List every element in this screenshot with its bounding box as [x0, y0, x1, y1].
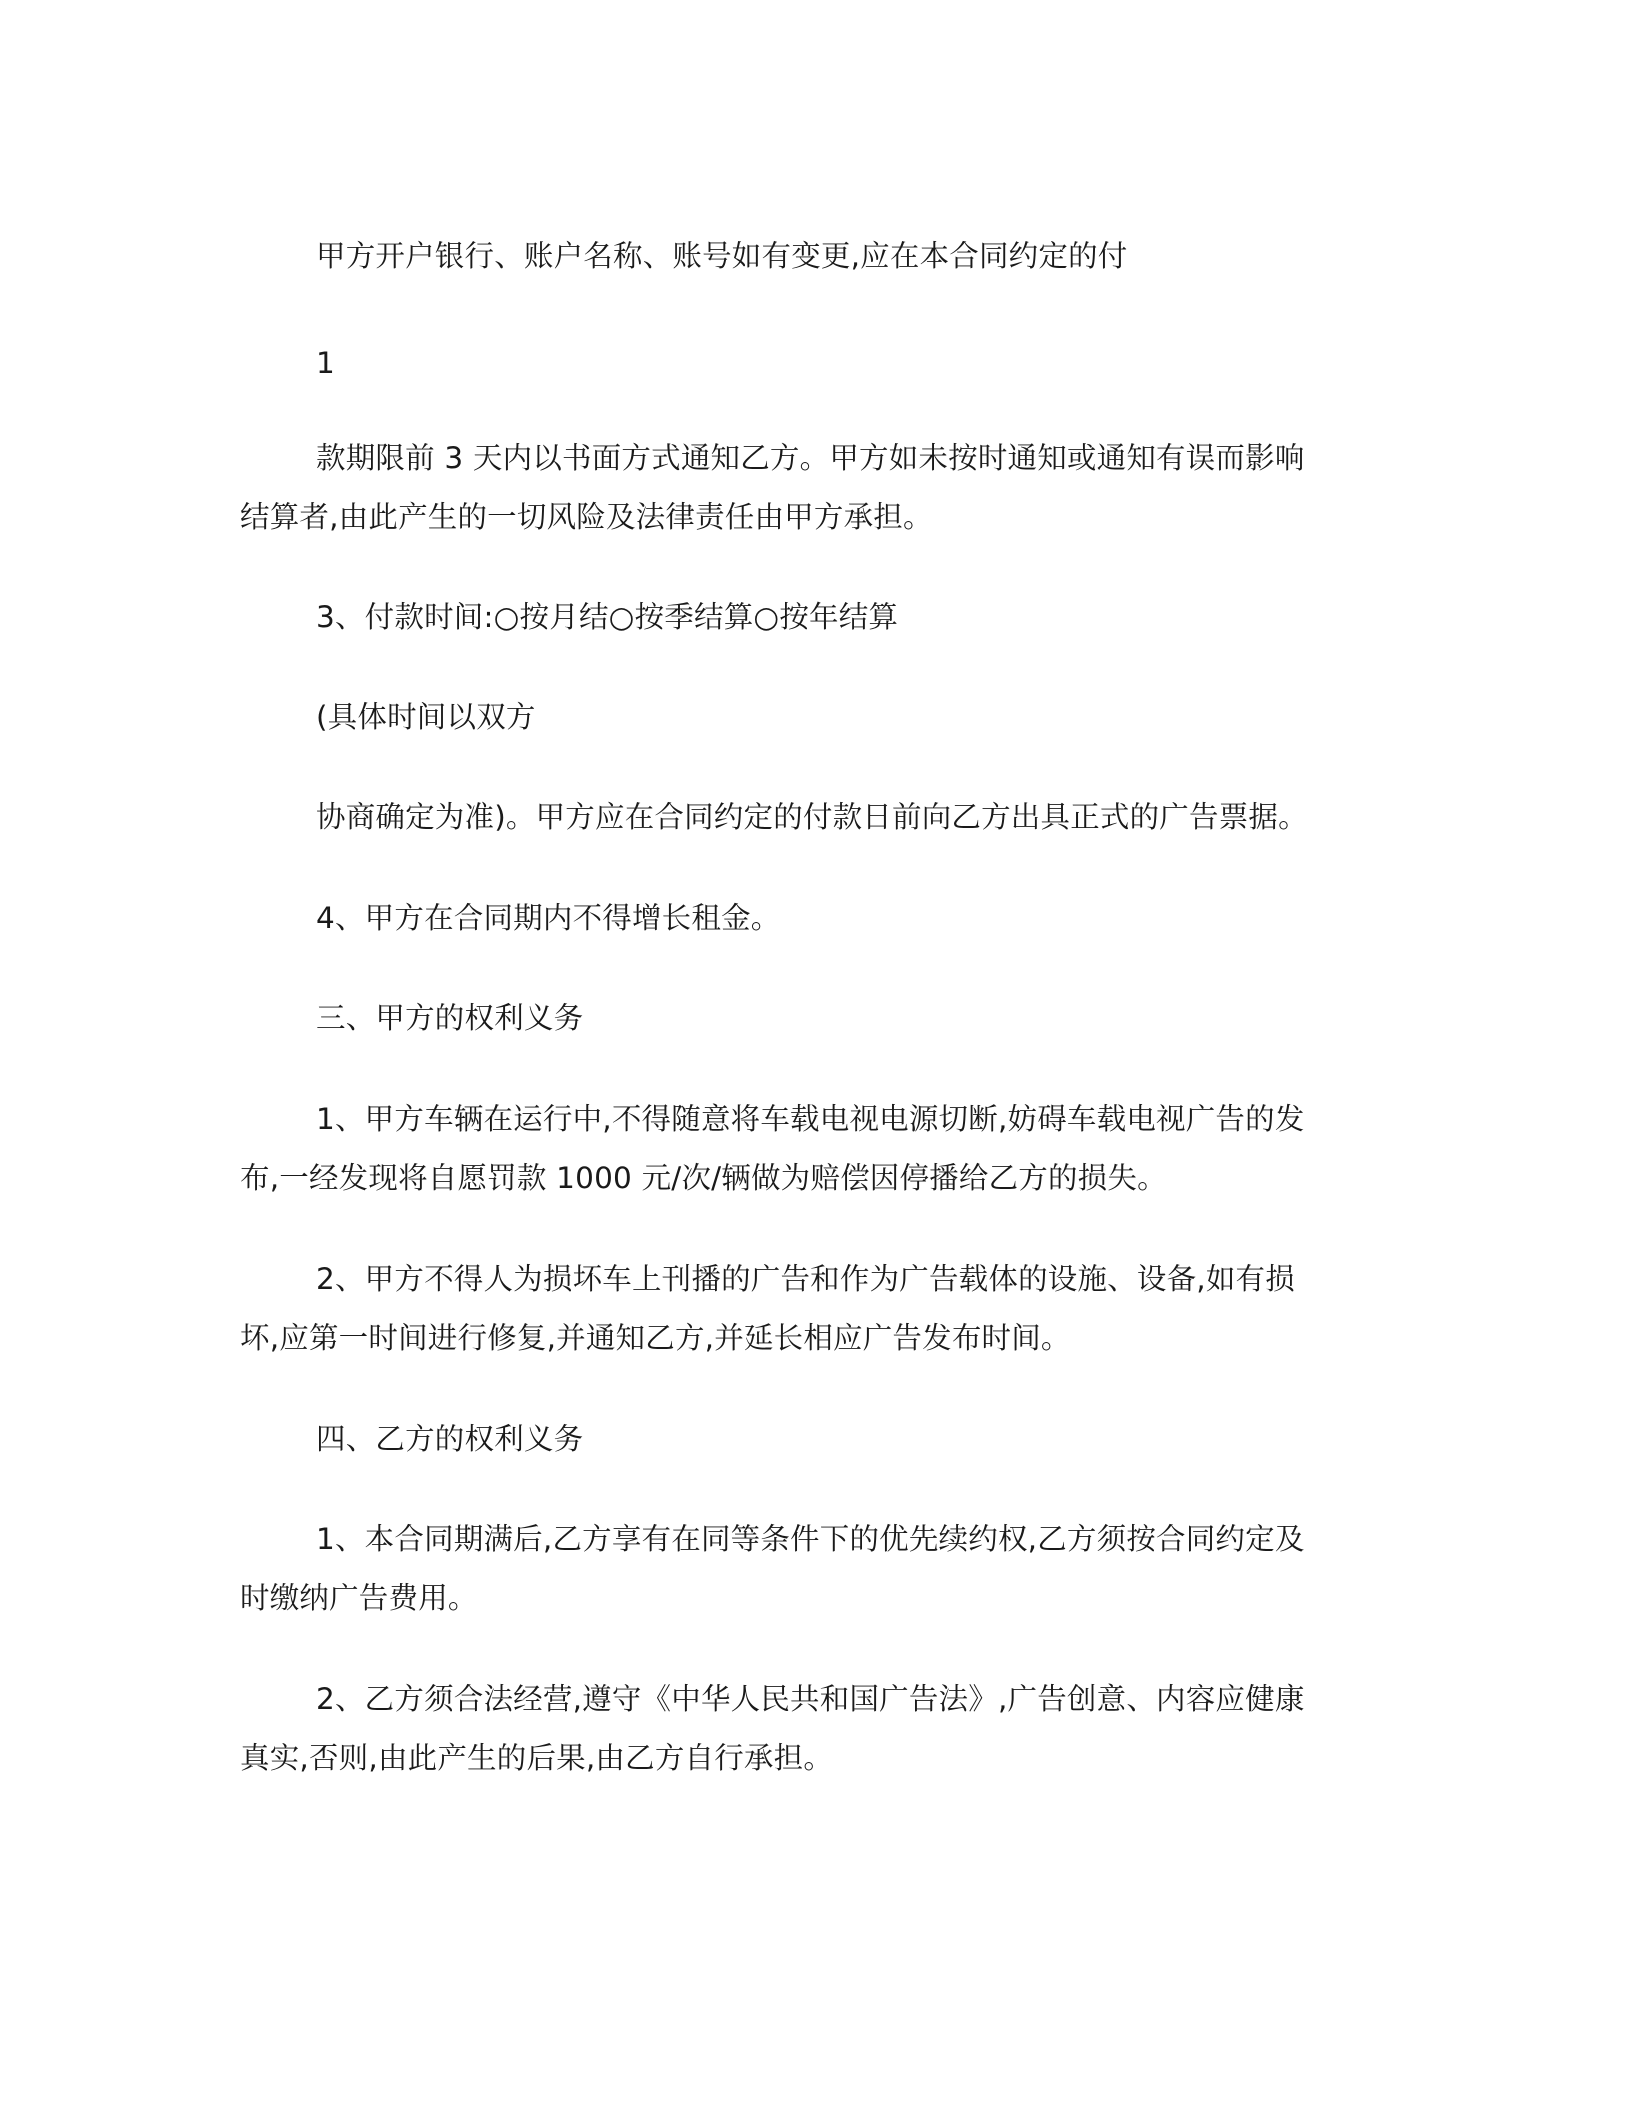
paragraph-line: 4、甲方在合同期内不得增长租金。	[316, 901, 781, 935]
paragraph-line: 3、付款时间:○按月结○按季结算○按年结算	[316, 600, 899, 634]
paragraph-line: 结算者,由此产生的一切风险及法律责任由甲方承担。	[240, 500, 933, 534]
paragraph-line: 1、甲方车辆在运行中,不得随意将车载电视电源切断,妨碍车载电视广告的发	[316, 1102, 1305, 1136]
paragraph-line: 款期限前 3 天内以书面方式通知乙方。甲方如未按时通知或通知有误而影响	[316, 441, 1305, 475]
paragraph-line: 时缴纳广告费用。	[240, 1581, 478, 1615]
section-heading: 四、乙方的权利义务	[316, 1422, 584, 1456]
paragraph-line: 2、甲方不得人为损坏车上刊播的广告和作为广告载体的设施、设备,如有损	[316, 1262, 1295, 1296]
paragraph-line: 2、乙方须合法经营,遵守《中华人民共和国广告法》,广告创意、内容应健康	[316, 1682, 1305, 1716]
paragraph-line: 协商确定为准)。甲方应在合同约定的付款日前向乙方出具正式的广告票据。	[316, 800, 1308, 834]
paragraph-line: 坏,应第一时间进行修复,并通知乙方,并延长相应广告发布时间。	[240, 1321, 1071, 1355]
paragraph-line: 真实,否则,由此产生的后果,由乙方自行承担。	[240, 1741, 834, 1775]
paragraph-line: 1、本合同期满后,乙方享有在同等条件下的优先续约权,乙方须按合同约定及	[316, 1522, 1305, 1556]
paragraph-line: 布,一经发现将自愿罚款 1000 元/次/辆做为赔偿因停播给乙方的损失。	[240, 1161, 1167, 1195]
page-number: 1	[316, 346, 335, 380]
paragraph-line: (具体时间以双方	[316, 700, 536, 734]
section-heading: 三、甲方的权利义务	[316, 1001, 584, 1035]
paragraph-line: 甲方开户银行、账户名称、账号如有变更,应在本合同约定的付	[316, 239, 1128, 273]
